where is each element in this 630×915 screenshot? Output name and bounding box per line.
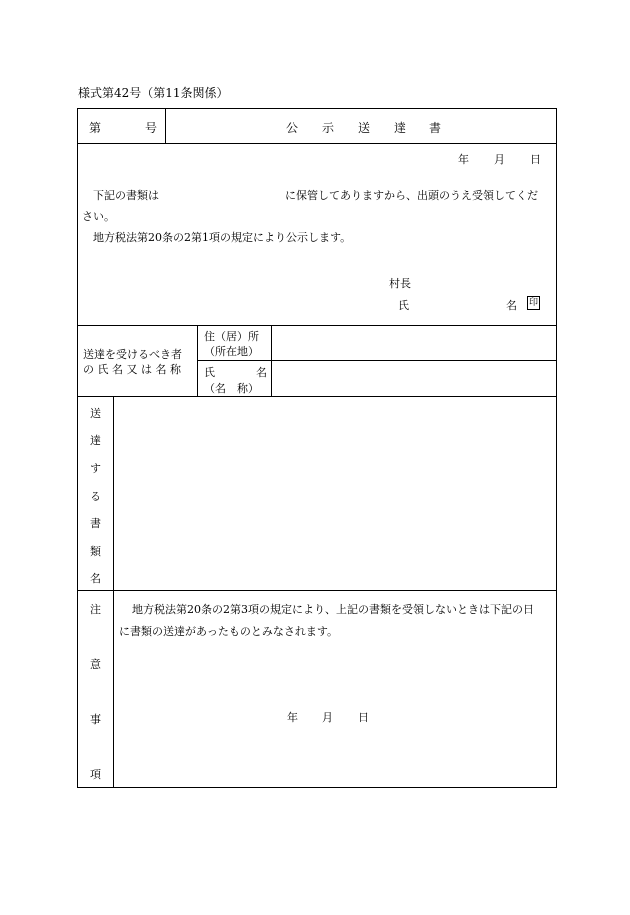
name-label-mei: 名	[256, 366, 267, 379]
notes-line1: 地方税法第20条の2第3項の規定により、上記の書類を受領しないときは下記の日	[132, 603, 534, 616]
address-label-2: （所在地）	[204, 345, 259, 358]
documents-label-char: る	[90, 490, 101, 503]
date-year: 年	[458, 153, 469, 166]
issuer-title: 村長	[389, 277, 411, 290]
notes-label-char: 注	[90, 603, 101, 616]
documents-label-char: 達	[90, 434, 101, 447]
documents-label-char: す	[90, 462, 101, 475]
notes-date-year: 年	[287, 711, 298, 724]
number-dai: 第	[89, 121, 102, 135]
notes-label-char: 項	[90, 768, 101, 781]
form-id: 様式第42号（第11条関係）	[78, 86, 229, 100]
date-day: 日	[530, 153, 541, 166]
title-char: 達	[394, 121, 407, 135]
documents-label-char: 書	[90, 517, 101, 530]
title-char: 書	[429, 121, 442, 135]
body-line1a: 下記の書類は	[93, 189, 159, 202]
body-line2: さい。	[82, 210, 115, 223]
notes-date-month: 月	[322, 711, 333, 724]
recipient-label-1: 送達を受けるべき者	[83, 348, 182, 361]
notes-date-day: 日	[358, 711, 369, 724]
title-char: 送	[358, 121, 371, 135]
documents-label-char: 名	[90, 572, 101, 585]
issuer-shi: 氏	[398, 299, 409, 312]
notes-label-char: 意	[90, 658, 101, 671]
documents-label-char: 類	[90, 545, 101, 558]
documents-label-char: 送	[90, 407, 101, 420]
recipient-label-2: の 氏 名 又 は 名 称	[83, 363, 181, 376]
name-label-2: （名 称）	[204, 382, 259, 395]
number-go: 号	[145, 121, 158, 135]
name-label-shi: 氏	[204, 366, 215, 379]
title-char: 示	[322, 121, 335, 135]
body-line1b: に保管してありますから、出頭のうえ受領してくだ	[285, 189, 538, 202]
notes-line2: に書類の送達があったものとみなされます。	[119, 625, 339, 638]
date-month: 月	[494, 153, 505, 166]
body-line3: 地方税法第20条の2第1項の規定により公示します。	[93, 231, 352, 244]
issuer-mei: 名	[506, 299, 517, 312]
seal-icon: 印	[528, 298, 538, 308]
address-label-1: 住（居）所	[204, 330, 259, 343]
title-char: 公	[286, 121, 299, 135]
notes-label-char: 事	[90, 713, 101, 726]
